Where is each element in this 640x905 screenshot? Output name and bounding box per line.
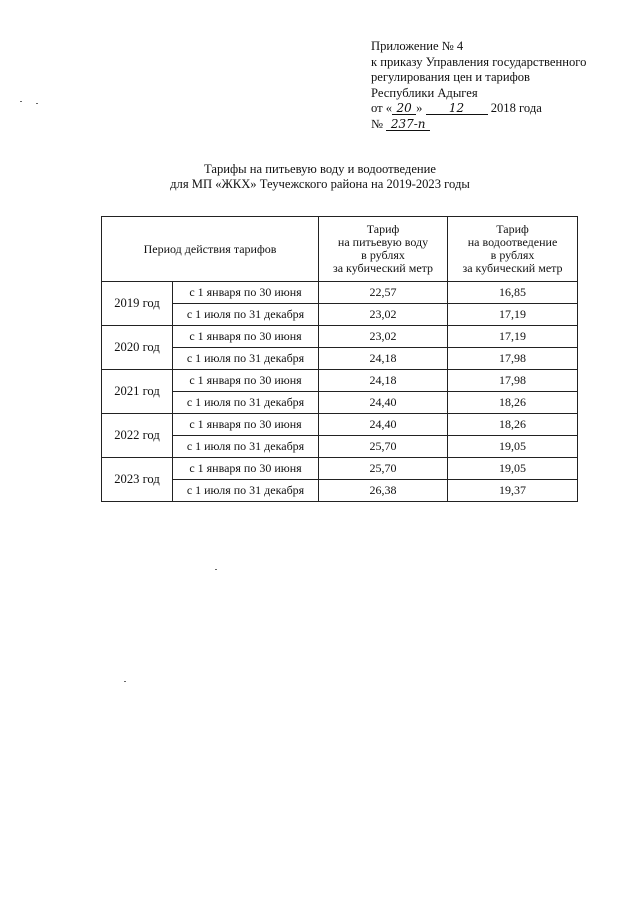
title-line-2: для МП «ЖКХ» Теучежского района на 2019-2023 годы [170, 177, 470, 191]
year-cell: 2022 год [102, 414, 173, 458]
annex-block [371, 39, 586, 132]
sewage-tariff-cell: 18,26 [448, 414, 578, 436]
period-cell: с 1 июля по 31 декабря [173, 392, 319, 414]
sewage-tariff-cell: 16,85 [448, 282, 578, 304]
sewage-tariff-cell: 19,05 [448, 458, 578, 480]
table-row [102, 326, 578, 348]
header-sewage-line: Тариф [496, 222, 529, 236]
water-tariff-cell: 24,18 [319, 348, 448, 370]
year-cell: 2020 год [102, 326, 173, 370]
water-tariff-cell: 25,70 [319, 458, 448, 480]
date-mid: » [416, 101, 423, 115]
document-title [0, 162, 640, 192]
water-tariff-cell: 24,40 [319, 414, 448, 436]
year-cell: 2019 год [102, 282, 173, 326]
scan-speck [124, 681, 126, 682]
sewage-tariff-cell: 17,98 [448, 348, 578, 370]
table-row [102, 282, 578, 304]
water-tariff-cell: 23,02 [319, 326, 448, 348]
period-cell: с 1 июля по 31 декабря [173, 436, 319, 458]
header-sewage-line: на водоотведение [467, 235, 558, 249]
sewage-tariff-cell: 17,98 [448, 370, 578, 392]
annex-republic-line: Республики Адыгея [371, 85, 478, 100]
sewage-tariff-cell: 17,19 [448, 304, 578, 326]
header-sewage-line: в рублях [490, 248, 535, 262]
header-water-line: на питьевую воду [337, 235, 429, 249]
water-tariff-cell: 24,40 [319, 392, 448, 414]
period-cell: с 1 января по 30 июня [173, 370, 319, 392]
header-water-line: за кубический метр [332, 261, 434, 275]
tariff-table [101, 216, 578, 502]
handwritten-number: 237-п [386, 118, 430, 131]
scan-speck [20, 101, 22, 102]
water-tariff-cell: 25,70 [319, 436, 448, 458]
table-row [102, 436, 578, 458]
water-tariff-cell: 26,38 [319, 480, 448, 502]
year-cell: 2023 год [102, 458, 173, 502]
number-prefix: № [371, 116, 384, 131]
handwritten-month: 12 [426, 102, 488, 115]
annex-authority-line: регулирования цен и тарифов [371, 70, 530, 84]
period-cell: с 1 января по 30 июня [173, 458, 319, 480]
sewage-tariff-cell: 17,19 [448, 326, 578, 348]
water-tariff-cell: 24,18 [319, 370, 448, 392]
period-cell: с 1 января по 30 июня [173, 414, 319, 436]
period-cell: с 1 января по 30 июня [173, 282, 319, 304]
scan-speck [36, 103, 38, 104]
table-header-row [102, 217, 578, 282]
title-line-1: Тарифы на питьевую воду и водоотведение [204, 162, 436, 176]
water-tariff-cell: 22,57 [319, 282, 448, 304]
table-row [102, 370, 578, 392]
annex-number-line [371, 117, 586, 133]
year-cell: 2021 год [102, 370, 173, 414]
header-water-line: Тариф [366, 222, 400, 236]
sewage-tariff-cell: 18,26 [448, 392, 578, 414]
header-sewage-line: за кубический метр [462, 261, 563, 275]
table-row [102, 458, 578, 480]
period-cell: с 1 января по 30 июня [173, 326, 319, 348]
period-cell: с 1 июля по 31 декабря [173, 348, 319, 370]
annex-date-line [371, 101, 586, 117]
period-cell: с 1 июля по 31 декабря [173, 480, 319, 502]
table-row [102, 348, 578, 370]
header-water-line: в рублях [361, 248, 405, 262]
scan-speck [215, 569, 217, 570]
date-prefix: от « [371, 101, 393, 115]
table-row [102, 480, 578, 502]
sewage-tariff-cell: 19,37 [448, 480, 578, 502]
header-water [319, 217, 448, 282]
date-year: 2018 года [490, 101, 542, 115]
header-period: Период действия тарифов [102, 217, 319, 282]
water-tariff-cell: 23,02 [319, 304, 448, 326]
table-row [102, 392, 578, 414]
table-row [102, 414, 578, 436]
period-cell: с 1 июля по 31 декабря [173, 304, 319, 326]
annex-title: Приложение № 4 [371, 39, 464, 53]
handwritten-day: 20 [392, 102, 416, 115]
header-sewage [448, 217, 578, 282]
table-row [102, 304, 578, 326]
annex-order-line: к приказу Управления государственного [371, 54, 587, 69]
sewage-tariff-cell: 19,05 [448, 436, 578, 458]
